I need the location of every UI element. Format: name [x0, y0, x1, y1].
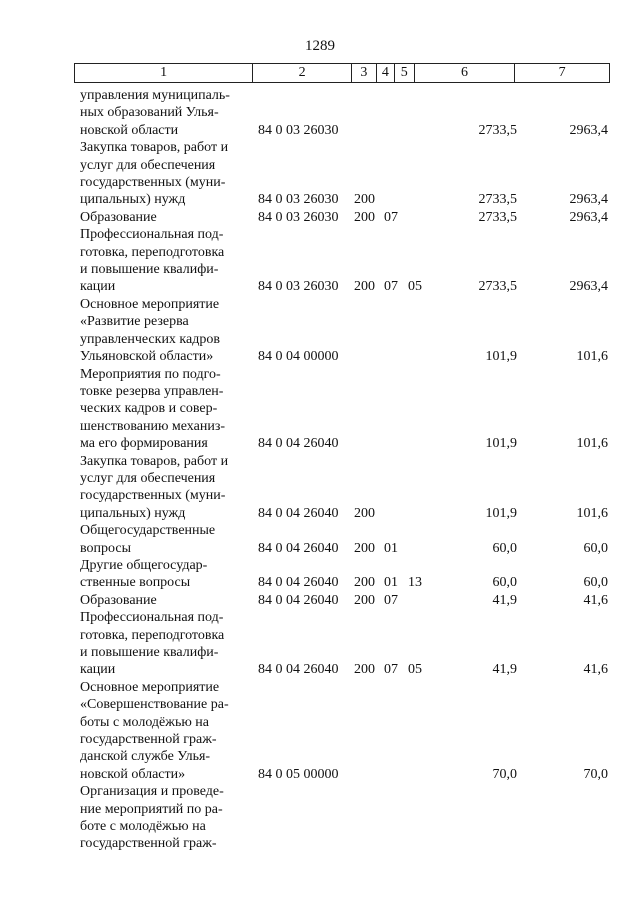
section: 07 — [384, 592, 398, 608]
expense-group: 200 — [354, 662, 375, 678]
amount-col-7: 60,0 — [583, 575, 608, 591]
amount-col-7: 101,6 — [576, 436, 608, 452]
row-name — [80, 783, 247, 853]
row-name-line: ческих кадров и совер- — [80, 401, 218, 417]
row-name-line: данской службе Улья- — [80, 749, 211, 765]
row-name — [80, 87, 247, 139]
target-code: 84 0 04 26040 — [258, 540, 339, 556]
amount-col-6: 101,9 — [485, 505, 517, 521]
table-body — [0, 87, 640, 853]
page-number: 1289 — [305, 38, 335, 54]
row-name-line: услуг для обеспечения — [80, 157, 216, 173]
row-name-line: Профессиональная под- — [80, 227, 224, 243]
amount-col-6: 101,9 — [485, 349, 517, 365]
amount-col-7: 101,6 — [576, 505, 608, 521]
table-row — [0, 226, 640, 296]
amount-col-7: 101,6 — [576, 349, 608, 365]
target-code: 84 0 03 26030 — [258, 122, 339, 138]
section: 07 — [384, 662, 398, 678]
row-name-line: Мероприятия по подго- — [80, 366, 221, 382]
amount-col-6: 60,0 — [492, 575, 517, 591]
header-col-7: 7 — [558, 65, 566, 80]
row-name-line: готовка, переподготовка — [80, 244, 225, 260]
expense-group: 200 — [354, 592, 375, 608]
row-name-line: управленческих кадров — [80, 331, 220, 347]
amount-col-6: 2733,5 — [478, 122, 517, 138]
row-name-line: кации — [80, 662, 116, 678]
table-row — [0, 522, 640, 557]
target-code: 84 0 04 26040 — [258, 662, 339, 678]
row-name-line: «Развитие резерва — [80, 314, 189, 330]
header-col-1: 1 — [75, 64, 253, 82]
row-name-line: шенствованию механиз- — [80, 418, 226, 434]
header-col-2: 2 — [253, 64, 352, 82]
row-name-line: услуг для обеспечения — [80, 470, 216, 486]
header-col-4: 4 — [377, 64, 395, 82]
amount-col-7: 41,6 — [583, 662, 608, 678]
row-name-line: ственные вопросы — [80, 575, 191, 591]
amount-col-7: 2963,4 — [569, 122, 608, 138]
row-name-line: вопросы — [80, 540, 131, 556]
subsection: 05 — [408, 662, 422, 678]
row-name-line: ма его формирования — [80, 436, 208, 452]
row-name-line: Образование — [80, 209, 157, 225]
row-name-line: новской области» — [80, 766, 186, 782]
section: 01 — [384, 575, 398, 591]
row-name — [80, 139, 247, 209]
target-code: 84 0 03 26030 — [258, 279, 339, 295]
row-name-line: и повышение квалифи- — [80, 645, 219, 660]
row-name — [80, 226, 247, 296]
row-name-line: Ульяновской области» — [80, 349, 214, 365]
subsection: 13 — [408, 575, 422, 591]
row-name-line: товке резерва управлен- — [80, 383, 224, 399]
target-code: 84 0 04 26040 — [258, 436, 339, 452]
amount-col-6: 2733,5 — [478, 209, 517, 225]
row-name — [80, 557, 247, 592]
amount-col-7: 2963,4 — [569, 209, 608, 225]
section: 01 — [384, 540, 398, 556]
expense-group: 200 — [354, 192, 375, 208]
target-code: 84 0 04 26040 — [258, 592, 339, 608]
table-row — [0, 139, 640, 209]
row-name — [80, 592, 247, 609]
amount-col-6: 2733,5 — [478, 192, 517, 208]
expense-group: 200 — [354, 540, 375, 556]
row-name-line: Другие общегосудар- — [80, 557, 208, 573]
row-name-line: Закупка товаров, работ и — [80, 453, 229, 469]
row-name-line: готовка, переподготовка — [80, 627, 225, 643]
expense-group: 200 — [354, 279, 375, 295]
row-name-line: Организация и проведе- — [80, 784, 224, 800]
table-row — [0, 87, 640, 139]
amount-col-7: 41,6 — [583, 592, 608, 608]
header-col-5: 5 — [395, 64, 415, 82]
table-row — [0, 783, 640, 853]
expense-group: 200 — [354, 505, 375, 521]
row-name-line: ние мероприятий по ра- — [80, 801, 223, 817]
target-code: 84 0 03 26030 — [258, 192, 339, 208]
amount-col-6: 101,9 — [485, 436, 517, 452]
amount-col-6: 60,0 — [492, 540, 517, 556]
row-name-line: новской области — [80, 122, 179, 138]
row-name-line: Образование — [80, 592, 157, 608]
table-row — [0, 557, 640, 592]
table-row — [0, 366, 640, 453]
expense-group: 200 — [354, 209, 375, 225]
table-row — [0, 592, 640, 609]
amount-col-6: 70,0 — [492, 766, 517, 782]
table-row — [0, 296, 640, 366]
row-name-line: управления муниципаль- — [80, 88, 230, 103]
row-name-line: Общегосударственные — [80, 523, 216, 539]
row-name — [80, 522, 247, 557]
amount-col-6: 41,9 — [492, 662, 517, 678]
expense-group: 200 — [354, 575, 375, 591]
amount-col-7: 2963,4 — [569, 279, 608, 295]
target-code: 84 0 05 00000 — [258, 766, 339, 782]
table-row — [0, 209, 640, 226]
row-name-line: Закупка товаров, работ и — [80, 140, 229, 156]
row-name-line: государственных (муни- — [80, 175, 226, 191]
table-row — [0, 453, 640, 523]
amount-col-6: 2733,5 — [478, 279, 517, 295]
amount-col-7: 60,0 — [583, 540, 608, 556]
row-name — [80, 453, 247, 523]
table-row — [0, 609, 640, 679]
amount-col-7: 2963,4 — [569, 192, 608, 208]
row-name-line: «Совершенствование ра- — [80, 697, 229, 713]
target-code: 84 0 04 00000 — [258, 349, 339, 365]
header-col-6: 6 — [415, 64, 516, 82]
row-name-line: и повышение квалифи- — [80, 262, 219, 278]
row-name-line: Профессиональная под- — [80, 610, 224, 626]
target-code: 84 0 04 26040 — [258, 505, 339, 521]
row-name-line: государственной граж- — [80, 836, 217, 852]
section: 07 — [384, 279, 398, 295]
section: 07 — [384, 209, 398, 225]
row-name — [80, 609, 247, 679]
row-name — [80, 679, 247, 783]
row-name-line: Основное мероприятие — [80, 679, 220, 695]
row-name-line: ных образований Улья- — [80, 105, 219, 121]
row-name-line: ципальных) нужд — [80, 192, 186, 208]
table-header — [74, 63, 610, 83]
target-code: 84 0 03 26030 — [258, 209, 339, 225]
row-name-line: государственных (муни- — [80, 488, 226, 504]
amount-col-7: 70,0 — [583, 766, 608, 782]
row-name — [80, 296, 247, 366]
amount-col-6: 41,9 — [492, 592, 517, 608]
row-name — [80, 366, 247, 453]
subsection: 05 — [408, 279, 422, 295]
table-row — [0, 679, 640, 783]
row-name-line: Основное мероприятие — [80, 296, 220, 312]
target-code: 84 0 04 26040 — [258, 575, 339, 591]
row-name-line: ципальных) нужд — [80, 505, 186, 521]
header-col-3: 3 — [352, 64, 377, 82]
row-name-line: боте с молодёжью на — [80, 819, 206, 835]
row-name-line: кации — [80, 279, 116, 295]
row-name-line: боты с молодёжью на — [80, 714, 209, 730]
row-name-line: государственной граж- — [80, 732, 217, 748]
row-name — [80, 209, 247, 226]
